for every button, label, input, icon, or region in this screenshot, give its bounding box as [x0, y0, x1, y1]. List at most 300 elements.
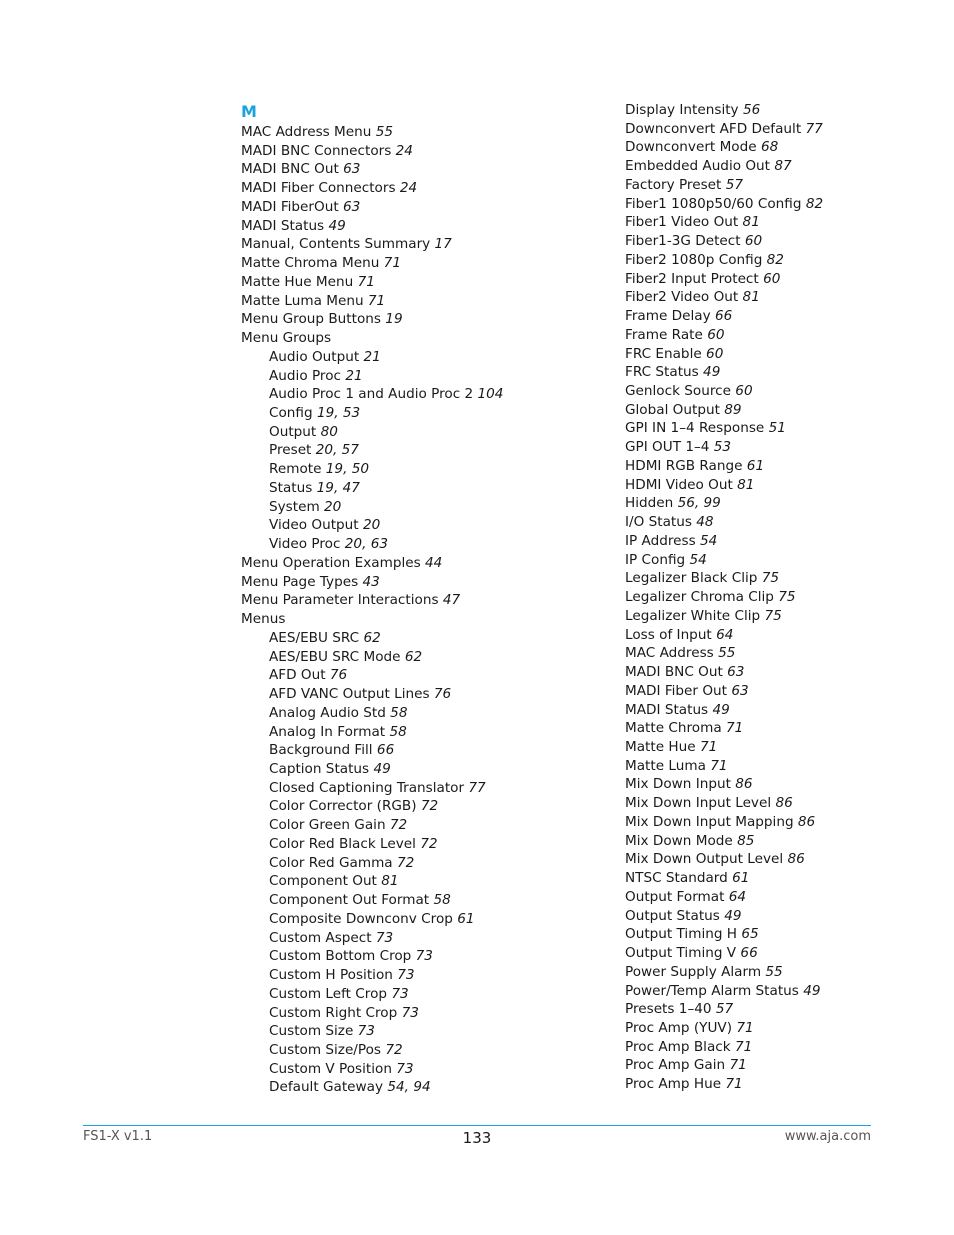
index-entry-pages[interactable]: 60 — [706, 345, 724, 362]
index-entry-term: IP Address — [625, 532, 696, 549]
index-entry[interactable] — [241, 423, 581, 442]
index-entry[interactable] — [241, 516, 581, 535]
index-entry-term: MADI FiberOut — [241, 198, 339, 215]
index-entry-term: Output — [269, 423, 317, 440]
index-entry-list-right — [597, 101, 917, 1094]
footer-page-number: 133 — [462, 1129, 492, 1147]
index-entry-pages[interactable]: 71 — [383, 255, 401, 272]
index-entry-pages[interactable]: 86 — [787, 851, 805, 868]
index-entry-pages[interactable]: 20 — [324, 498, 342, 515]
index-entry[interactable] — [597, 1075, 917, 1094]
index-entry-pages[interactable]: 54, 94 — [387, 1079, 431, 1096]
index-entry[interactable] — [241, 1041, 581, 1060]
index-entry-pages[interactable]: 73 — [401, 1004, 419, 1021]
index-entry-pages[interactable]: 77 — [468, 779, 486, 796]
index-entry-pages[interactable]: 87 — [774, 158, 792, 175]
index-entry-pages[interactable]: 57 — [725, 176, 744, 193]
index-entry-term: Menu Operation Examples — [241, 554, 421, 571]
index-entry-pages[interactable]: 21 — [363, 348, 381, 365]
index-entry-pages[interactable]: 21 — [345, 367, 363, 384]
index-entry-term: Output Timing V — [625, 945, 737, 962]
index-entry[interactable] — [241, 947, 581, 966]
index-entry-pages[interactable]: 64 — [728, 888, 747, 905]
index-entry-pages[interactable]: 73 — [396, 1060, 414, 1077]
index-entry-term: Display Intensity — [625, 102, 739, 118]
index-entry-term: Matte Chroma Menu — [241, 255, 380, 272]
index-entry[interactable] — [241, 816, 581, 835]
index-entry[interactable] — [597, 270, 917, 289]
index-entry-pages[interactable]: 82 — [805, 195, 824, 212]
index-entry[interactable] — [241, 1060, 581, 1079]
index-entry[interactable] — [241, 217, 581, 236]
index-entry-pages[interactable]: 56, 99 — [677, 495, 721, 512]
index-entry-term: Remote — [269, 461, 322, 478]
index-entry[interactable] — [241, 779, 581, 798]
index-entry-pages[interactable]: 24 — [395, 142, 413, 159]
index-entry[interactable] — [597, 701, 917, 720]
index-entry[interactable] — [597, 925, 917, 944]
index-entry[interactable] — [241, 273, 581, 292]
index-entry-pages[interactable]: 75 — [761, 570, 780, 587]
index-entry-term: MADI BNC Out — [625, 664, 723, 681]
index-entry[interactable] — [597, 120, 917, 139]
index-entry[interactable] — [241, 554, 581, 573]
index-entry[interactable] — [597, 963, 917, 982]
index-entry[interactable] — [597, 401, 917, 420]
index-entry[interactable] — [241, 123, 581, 142]
index-entry[interactable] — [597, 982, 917, 1001]
index-entry-pages[interactable]: 49 — [703, 364, 721, 381]
index-entry[interactable] — [597, 457, 917, 476]
index-entry-term: Legalizer Chroma Clip — [625, 589, 774, 606]
index-entry-pages[interactable]: 81 — [742, 214, 760, 231]
index-entry-term: Fiber2 Input Protect — [625, 270, 759, 287]
index-entry[interactable] — [597, 588, 917, 607]
index-entry-term: AFD VANC Output Lines — [269, 686, 430, 703]
index-entry-pages[interactable]: 19, 50 — [325, 461, 370, 478]
index-entry-term: Video Output — [269, 517, 359, 534]
index-entry-term: Fiber1 Video Out — [625, 214, 739, 231]
index-entry-list-left — [241, 123, 581, 1097]
index-entry-pages[interactable]: 49 — [712, 701, 730, 718]
index-entry-pages[interactable]: 71 — [736, 1019, 754, 1036]
index-entry-term: Frame Delay — [625, 308, 711, 325]
index-entry[interactable] — [241, 966, 581, 985]
index-entry[interactable] — [597, 775, 917, 794]
index-entry-pages[interactable]: 63 — [731, 682, 749, 699]
index-entry[interactable] — [241, 835, 581, 854]
index-entry[interactable] — [241, 797, 581, 816]
index-entry-term: AFD Out — [269, 667, 326, 684]
index-entry-pages[interactable]: 86 — [775, 795, 793, 812]
index-entry[interactable] — [597, 626, 917, 645]
index-entry-pages[interactable]: 63 — [727, 664, 745, 681]
index-entry[interactable] — [597, 419, 917, 438]
index-entry-pages[interactable]: 72 — [420, 798, 439, 815]
index-entry[interactable] — [597, 288, 917, 307]
index-entry-term: Analog Audio Std — [269, 704, 386, 721]
index-entry-term: Preset — [269, 442, 312, 459]
index-entry-pages[interactable]: 72 — [420, 835, 438, 852]
index-entry-pages[interactable]: 72 — [389, 817, 408, 834]
index-entry[interactable] — [241, 723, 581, 742]
index-entry-term: Output Status — [625, 907, 720, 924]
index-entry-pages[interactable]: 81 — [737, 476, 755, 493]
index-entry-term: Global Output — [625, 401, 720, 418]
index-entry[interactable] — [241, 1022, 581, 1041]
index-entry[interactable] — [241, 404, 581, 423]
index-entry[interactable] — [241, 648, 581, 667]
index-entry[interactable] — [241, 891, 581, 910]
index-entry[interactable] — [597, 326, 917, 345]
index-entry-pages[interactable]: 75 — [764, 607, 782, 624]
footer-website[interactable]: www.aja.com — [784, 1129, 871, 1144]
index-entry-term: Component Out — [269, 873, 377, 890]
index-entry-term: GPI IN 1–4 Response — [625, 420, 765, 437]
index-entry-term: Audio Output — [269, 348, 360, 365]
index-entry-pages[interactable]: 55 — [765, 963, 783, 980]
index-entry-term: Output Format — [625, 888, 725, 905]
index-entry-pages[interactable]: 49 — [724, 907, 742, 924]
index-entry-pages[interactable]: 43 — [362, 573, 380, 590]
index-entry-term: Genlock Source — [625, 383, 731, 400]
index-entry[interactable] — [241, 441, 581, 460]
index-entry[interactable] — [597, 944, 917, 963]
index-entry[interactable] — [597, 1000, 917, 1019]
index-entry[interactable] — [241, 872, 581, 891]
index-entry-term: Proc Amp Gain — [625, 1057, 726, 1074]
index-entry[interactable] — [241, 367, 581, 386]
index-entry-term: Status — [269, 479, 313, 496]
index-entry-term: Fiber1-3G Detect — [625, 233, 741, 250]
index-entry-pages[interactable]: 49 — [803, 982, 821, 999]
index-entry[interactable] — [597, 663, 917, 682]
index-entry-term: Proc Amp Black — [625, 1038, 731, 1055]
index-entry-pages[interactable]: 75 — [778, 589, 796, 606]
index-entry-term: MADI BNC Out — [241, 161, 339, 178]
index-entry[interactable] — [597, 213, 917, 232]
index-entry[interactable] — [597, 363, 917, 382]
index-entry-term: Custom Bottom Crop — [269, 948, 412, 965]
index-entry-pages[interactable]: 55 — [718, 645, 736, 662]
index-entry[interactable] — [241, 142, 581, 161]
index-entry-term: Closed Captioning Translator — [269, 779, 465, 796]
index-entry[interactable] — [241, 1078, 581, 1097]
index-entry-pages[interactable]: 60 — [707, 326, 725, 343]
index-entry-term: MADI Fiber Out — [625, 682, 727, 699]
index-entry[interactable] — [597, 138, 917, 157]
footer-divider — [83, 1125, 871, 1126]
index-entry[interactable] — [241, 535, 581, 554]
index-entry-pages[interactable]: 81 — [381, 873, 399, 890]
index-entry-term: MADI Status — [625, 701, 709, 718]
index-entry-pages[interactable]: 76 — [329, 667, 348, 684]
index-entry-term: Matte Luma — [625, 757, 706, 774]
index-entry[interactable] — [597, 232, 917, 251]
index-entry-term: Menu Page Types — [241, 573, 359, 590]
index-entry-term: Menu Group Buttons — [241, 311, 381, 328]
index-entry-term: Legalizer Black Clip — [625, 570, 758, 587]
index-entry-term: Caption Status — [269, 760, 370, 777]
index-entry-pages[interactable]: 19 — [385, 311, 403, 328]
index-entry[interactable] — [241, 160, 581, 179]
index-entry-term: MAC Address Menu — [241, 124, 372, 140]
index-entry-pages[interactable]: 62 — [363, 629, 381, 646]
index-entry-pages[interactable]: 77 — [805, 120, 823, 137]
index-entry-pages[interactable]: 20, 63 — [344, 536, 389, 553]
index-entry[interactable] — [597, 757, 917, 776]
index-entry-pages[interactable]: 61 — [746, 457, 765, 474]
index-entry-pages[interactable]: 57 — [715, 1001, 734, 1018]
index-entry-pages[interactable]: 73 — [391, 985, 409, 1002]
index-entry-term: Output Timing H — [625, 926, 738, 943]
index-entry-pages[interactable]: 55 — [375, 124, 394, 140]
index-entry[interactable] — [597, 907, 917, 926]
index-entry-pages[interactable]: 86 — [735, 776, 753, 793]
index-entry-pages[interactable]: 72 — [396, 854, 415, 871]
index-entry[interactable] — [241, 179, 581, 198]
index-entry[interactable] — [597, 644, 917, 663]
index-entry[interactable] — [241, 929, 581, 948]
index-entry-pages[interactable]: 49 — [373, 760, 391, 777]
index-entry-term: IP Config — [625, 551, 686, 568]
index-entry[interactable] — [241, 310, 581, 329]
index-entry-pages[interactable]: 76 — [433, 686, 452, 703]
index-entry[interactable] — [597, 494, 917, 513]
index-entry[interactable] — [597, 719, 917, 738]
index-entry-term: Factory Preset — [625, 176, 722, 193]
index-entry-pages[interactable]: 71 — [699, 738, 718, 755]
index-entry-pages[interactable]: 64 — [716, 626, 734, 643]
index-entry[interactable] — [241, 629, 581, 648]
index-entry-pages[interactable]: 86 — [797, 813, 816, 830]
index-entry-pages[interactable]: 54 — [689, 551, 707, 568]
index-entry[interactable] — [241, 1004, 581, 1023]
index-entry-pages[interactable]: 20 — [362, 517, 381, 534]
index-entry[interactable] — [597, 813, 917, 832]
index-entry[interactable] — [241, 910, 581, 929]
index-entry[interactable] — [597, 869, 917, 888]
index-entry-term: System — [269, 498, 320, 515]
index-entry-term: Loss of Input — [625, 626, 712, 643]
index-entry-pages[interactable]: 44 — [425, 554, 443, 571]
index-entry-pages[interactable]: 73 — [397, 967, 415, 984]
index-entry-term: Custom Right Crop — [269, 1004, 398, 1021]
index-entry-pages[interactable]: 71 — [734, 1038, 753, 1055]
index-entry-pages[interactable]: 24 — [399, 180, 418, 197]
index-entry-pages[interactable]: 104 — [477, 386, 504, 403]
index-entry-pages[interactable]: 58 — [433, 892, 451, 909]
index-entry-pages[interactable]: 66 — [376, 742, 395, 759]
index-entry[interactable] — [241, 741, 581, 760]
index-entry-term: HDMI RGB Range — [625, 457, 743, 474]
index-entry-term: Analog In Format — [269, 723, 386, 740]
index-entry-term: Mix Down Input Level — [625, 795, 772, 812]
index-entry[interactable] — [597, 438, 917, 457]
index-entry-pages[interactable]: 73 — [357, 1023, 375, 1040]
index-entry-term: Fiber1 1080p50/60 Config — [625, 195, 802, 212]
index-entry[interactable] — [597, 307, 917, 326]
index-entry-pages[interactable]: 73 — [415, 948, 433, 965]
index-entry-pages[interactable]: 20, 57 — [315, 442, 359, 459]
index-entry[interactable] — [597, 569, 917, 588]
index-entry[interactable] — [597, 476, 917, 495]
index-entry-term: Video Proc — [269, 536, 341, 553]
index-entry-pages[interactable]: 56 — [742, 102, 761, 118]
index-entry[interactable] — [241, 610, 581, 629]
index-entry-pages[interactable]: 47 — [442, 592, 461, 609]
index-entry-term: Menu Parameter Interactions — [241, 592, 439, 609]
index-entry[interactable] — [597, 551, 917, 570]
index-entry-term: Manual, Contents Summary — [241, 236, 431, 253]
index-entry-term: Proc Amp Hue — [625, 1076, 722, 1093]
index-entry[interactable] — [241, 385, 581, 404]
index-entry[interactable] — [597, 251, 917, 270]
index-entry[interactable] — [241, 985, 581, 1004]
index-entry-pages[interactable]: 82 — [766, 251, 784, 268]
index-entry-term: FRC Enable — [625, 345, 702, 362]
index-entry-term: Custom V Position — [269, 1060, 392, 1077]
index-entry[interactable] — [241, 254, 581, 273]
index-entry-term: Color Red Gamma — [269, 854, 393, 871]
index-entry-term: Mix Down Input — [625, 776, 731, 793]
index-entry-term: Color Green Gain — [269, 817, 386, 834]
index-entry-term: AES/EBU SRC — [269, 629, 360, 646]
index-entry-pages[interactable]: 71 — [367, 292, 386, 309]
index-entry-pages[interactable]: 80 — [320, 423, 338, 440]
index-entry-term: Custom Aspect — [269, 929, 372, 946]
index-entry[interactable] — [241, 479, 581, 498]
index-entry[interactable] — [241, 498, 581, 517]
index-entry[interactable] — [597, 101, 917, 120]
index-entry-pages[interactable]: 60 — [763, 270, 781, 287]
index-entry[interactable] — [241, 198, 581, 217]
index-entry[interactable] — [597, 157, 917, 176]
index-entry-term: Color Corrector (RGB) — [269, 798, 417, 815]
index-entry[interactable] — [597, 850, 917, 869]
index-entry-pages[interactable]: 71 — [725, 1076, 743, 1093]
index-entry-term: Custom Size/Pos — [269, 1041, 381, 1058]
index-entry[interactable] — [241, 854, 581, 873]
index-entry-pages[interactable]: 65 — [741, 926, 759, 943]
index-entry[interactable] — [597, 1038, 917, 1057]
index-column-left — [241, 101, 581, 1097]
index-entry-pages[interactable]: 73 — [375, 929, 394, 946]
index-entry-term: Matte Luma Menu — [241, 292, 364, 309]
index-entry-pages[interactable]: 71 — [710, 757, 728, 774]
index-entry-pages[interactable]: 63 — [343, 161, 361, 178]
index-entry-pages[interactable]: 68 — [760, 139, 779, 156]
index-entry-term: Default Gateway — [269, 1079, 384, 1096]
index-entry[interactable] — [241, 292, 581, 311]
index-entry-pages[interactable]: 54 — [700, 532, 718, 549]
index-entry-pages[interactable]: 19, 47 — [316, 479, 360, 496]
index-entry[interactable] — [597, 682, 917, 701]
index-entry-term: Downconvert AFD Default — [625, 120, 802, 137]
index-entry-term: Fiber2 Video Out — [625, 289, 739, 306]
index-entry[interactable] — [597, 195, 917, 214]
index-entry-term: Fiber2 1080p Config — [625, 251, 763, 268]
index-entry-pages[interactable]: 60 — [735, 383, 753, 400]
index-entry-pages[interactable]: 17 — [434, 236, 452, 253]
index-entry[interactable] — [241, 348, 581, 367]
index-entry[interactable] — [241, 666, 581, 685]
index-entry-pages[interactable]: 62 — [404, 648, 423, 665]
index-entry[interactable] — [241, 329, 581, 348]
index-entry-term: GPI OUT 1–4 — [625, 439, 710, 456]
index-entry[interactable] — [597, 888, 917, 907]
index-column-right — [597, 101, 917, 1094]
index-entry-pages[interactable]: 49 — [328, 217, 346, 234]
index-entry-pages[interactable]: 71 — [726, 720, 744, 737]
index-entry-pages[interactable]: 19, 53 — [316, 405, 361, 422]
index-entry[interactable] — [597, 382, 917, 401]
index-entry[interactable] — [241, 573, 581, 592]
index-entry-pages[interactable]: 61 — [732, 870, 750, 887]
index-entry[interactable] — [597, 794, 917, 813]
index-entry-pages[interactable]: 71 — [357, 273, 375, 290]
index-entry[interactable] — [597, 832, 917, 851]
index-entry-pages[interactable]: 51 — [768, 420, 786, 437]
index-entry-term: Custom Size — [269, 1023, 354, 1040]
index-entry[interactable] — [597, 738, 917, 757]
index-entry-pages[interactable]: 66 — [715, 308, 733, 325]
index-entry-term: Presets 1–40 — [625, 1001, 712, 1018]
index-entry-pages[interactable]: 72 — [385, 1041, 403, 1058]
index-entry-term: Menu Groups — [241, 330, 332, 347]
index-entry[interactable] — [597, 1019, 917, 1038]
index-entry-term: Downconvert Mode — [625, 139, 757, 156]
index-entry-pages[interactable]: 58 — [390, 704, 408, 721]
index-entry-term: HDMI Video Out — [625, 476, 733, 493]
index-entry-term: Background Fill — [269, 742, 373, 759]
index-entry-term: Matte Hue Menu — [241, 273, 354, 290]
index-entry-term: Composite Downconv Crop — [269, 910, 453, 927]
index-entry[interactable] — [241, 760, 581, 779]
index-entry[interactable] — [597, 513, 917, 532]
index-entry[interactable] — [241, 591, 581, 610]
index-entry-pages[interactable]: 60 — [744, 233, 763, 250]
index-entry-term: Matte Hue — [625, 738, 696, 755]
index-entry-term: MADI Status — [241, 217, 325, 234]
index-entry[interactable] — [597, 345, 917, 364]
index-entry[interactable] — [241, 704, 581, 723]
index-entry[interactable] — [597, 532, 917, 551]
index-entry[interactable] — [241, 460, 581, 479]
index-entry-pages[interactable]: 81 — [742, 289, 760, 306]
index-entry[interactable] — [597, 176, 917, 195]
index-entry-term: Power/Temp Alarm Status — [625, 982, 799, 999]
index-entry-pages[interactable]: 66 — [740, 945, 758, 962]
index-entry-term: Color Red Black Level — [269, 835, 416, 852]
index-entry-term: Component Out Format — [269, 892, 430, 909]
index-entry-pages[interactable]: 89 — [724, 401, 742, 418]
index-entry-pages[interactable]: 61 — [457, 910, 475, 927]
index-entry[interactable] — [241, 685, 581, 704]
index-entry-term: Proc Amp (YUV) — [625, 1019, 733, 1036]
index-entry-pages[interactable]: 71 — [729, 1057, 747, 1074]
index-entry-pages[interactable]: 53 — [713, 439, 732, 456]
index-entry-pages[interactable]: 63 — [343, 198, 361, 215]
index-entry-pages[interactable]: 85 — [737, 832, 755, 849]
index-entry-term: Audio Proc 1 and Audio Proc 2 — [269, 386, 474, 403]
index-entry[interactable] — [241, 235, 581, 254]
index-entry-pages[interactable]: 48 — [696, 514, 714, 531]
index-entry[interactable] — [597, 1056, 917, 1075]
index-entry[interactable] — [597, 607, 917, 626]
index-entry-term: Power Supply Alarm — [625, 963, 762, 980]
index-entry-pages[interactable]: 58 — [389, 723, 407, 740]
